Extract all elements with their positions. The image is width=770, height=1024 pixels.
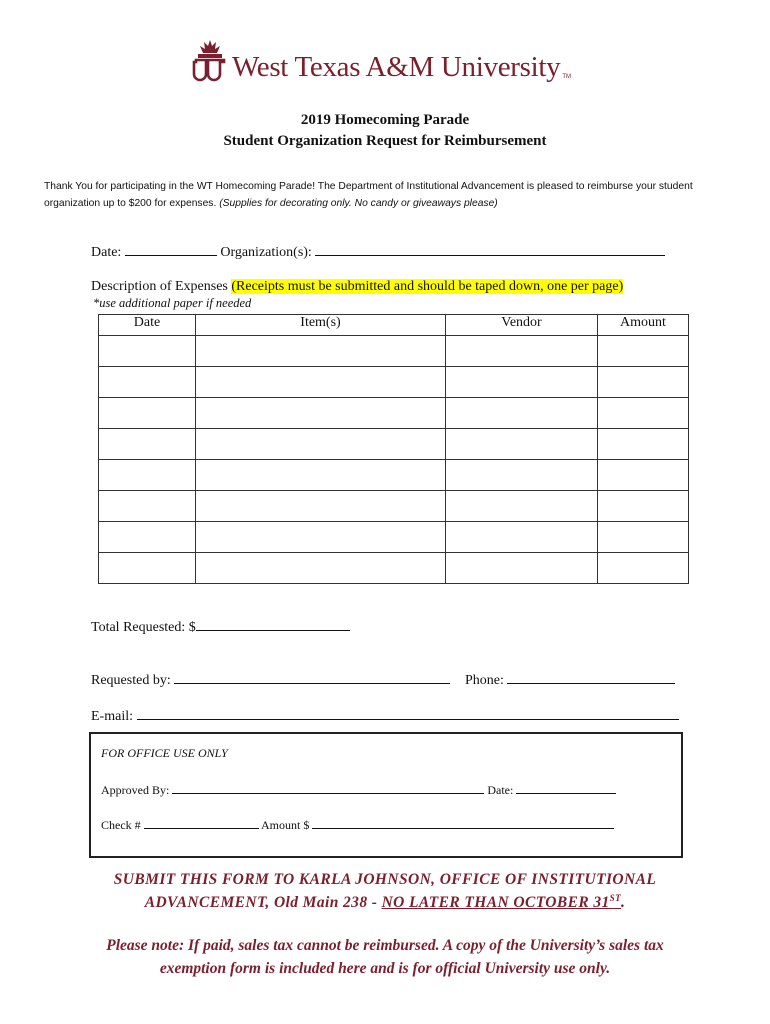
cell-items[interactable] (196, 460, 446, 491)
column-header-amount: Amount (598, 315, 689, 336)
cell-vendor[interactable] (446, 491, 598, 522)
phone-label: Phone: (465, 673, 504, 688)
deadline-text: NO LATER THAN OCTOBER 31 (381, 894, 610, 912)
cell-date[interactable] (99, 367, 196, 398)
phone-row (465, 670, 675, 689)
table-row (99, 429, 689, 460)
cell-amount[interactable] (598, 429, 689, 460)
cell-vendor[interactable] (446, 429, 598, 460)
submit-deadline (382, 894, 621, 911)
cell-amount[interactable] (598, 398, 689, 429)
submit-instruction-line2 (0, 893, 770, 912)
email-field[interactable] (137, 706, 679, 720)
approved-row (101, 782, 616, 798)
table-row (99, 336, 689, 367)
column-header-items: Item(s) (196, 315, 446, 336)
cell-items[interactable] (196, 491, 446, 522)
table-row (99, 367, 689, 398)
email-label: E-mail: (91, 709, 133, 724)
cell-amount[interactable] (598, 522, 689, 553)
table-row (99, 398, 689, 429)
requested-by-row (91, 670, 450, 689)
date-label: Date: (91, 245, 122, 260)
university-logo (192, 36, 571, 82)
submit-location: ADVANCEMENT, Old Main 238 - (144, 894, 378, 912)
date-field[interactable] (125, 242, 217, 256)
cell-amount[interactable] (598, 336, 689, 367)
cell-date[interactable] (99, 336, 196, 367)
table-row (99, 553, 689, 584)
office-amount-field[interactable] (312, 817, 614, 829)
requested-by-field[interactable] (174, 670, 450, 684)
table-header-row (99, 315, 689, 336)
description-label: Description of Expenses (91, 279, 228, 294)
total-requested-row (91, 617, 350, 636)
email-row (91, 706, 679, 725)
deadline-suffix: ST (609, 893, 621, 903)
requested-by-label: Requested by: (91, 673, 171, 688)
table-row (99, 522, 689, 553)
additional-paper-note: *use additional paper if needed (93, 296, 252, 310)
form-title: 2019 Homecoming Parade (300, 112, 470, 128)
cell-amount[interactable] (598, 460, 689, 491)
cell-items[interactable] (196, 367, 446, 398)
cell-vendor[interactable] (446, 336, 598, 367)
date-organization-row (91, 242, 665, 261)
intro-text: Thank You for participating in the WT Homecoming Parade! The Department of Institutional Advancement is pleased to reimburse your student organization up to $200 for expenses. (44, 181, 693, 209)
cell-vendor[interactable] (446, 460, 598, 491)
cell-date[interactable] (99, 398, 196, 429)
cell-amount[interactable] (598, 367, 689, 398)
submit-period: . (620, 894, 626, 912)
amount-label: Amount $ (261, 818, 310, 832)
office-date-label: Date: (487, 783, 514, 797)
cell-amount[interactable] (598, 491, 689, 522)
check-row (101, 817, 614, 833)
column-header-vendor: Vendor (446, 315, 598, 336)
column-header-date: Date (99, 315, 196, 336)
total-label: Total Requested: (91, 620, 186, 635)
trademark-mark: TM (562, 74, 571, 80)
table-row (99, 491, 689, 522)
university-seal-icon (192, 38, 228, 82)
cell-vendor[interactable] (446, 367, 598, 398)
cell-date[interactable] (99, 429, 196, 460)
cell-vendor[interactable] (446, 553, 598, 584)
approved-by-field[interactable] (172, 782, 484, 794)
total-currency: $ (188, 620, 196, 635)
form-subtitle: Student Organization Request for Reimbursement (223, 133, 547, 149)
submit-instruction-line1: SUBMIT THIS FORM TO KARLA JOHNSON, OFFICE OF INSTITUTIONAL (113, 871, 657, 888)
office-use-box (89, 732, 683, 858)
receipts-note: (Receipts must be submitted and should be taped down, one per page) (231, 279, 624, 294)
phone-field[interactable] (507, 670, 675, 684)
cell-items[interactable] (196, 336, 446, 367)
cell-items[interactable] (196, 398, 446, 429)
expense-table (98, 314, 689, 584)
cell-items[interactable] (196, 429, 446, 460)
intro-note: (Supplies for decorating only. No candy or giveaways please) (219, 198, 498, 209)
cell-items[interactable] (196, 553, 446, 584)
sales-tax-note-line2: exemption form is included here and is for official University use only. (159, 960, 611, 977)
office-use-heading: FOR OFFICE USE ONLY (101, 746, 228, 760)
office-date-field[interactable] (516, 782, 616, 794)
cell-date[interactable] (99, 460, 196, 491)
university-name: West Texas A&M University (232, 51, 561, 83)
sales-tax-note-line1: Please note: If paid, sales tax cannot be reimbursed. A copy of the University’s sales tax (106, 937, 664, 954)
check-label: Check # (101, 818, 141, 832)
cell-date[interactable] (99, 553, 196, 584)
check-number-field[interactable] (144, 817, 259, 829)
total-field[interactable] (196, 617, 350, 631)
organization-field[interactable] (315, 242, 665, 256)
cell-vendor[interactable] (446, 398, 598, 429)
intro-paragraph (44, 178, 724, 212)
organization-label: Organization(s): (220, 245, 312, 260)
description-row (91, 279, 623, 295)
cell-items[interactable] (196, 522, 446, 553)
cell-vendor[interactable] (446, 522, 598, 553)
approved-by-label: Approved By: (101, 783, 170, 797)
cell-date[interactable] (99, 491, 196, 522)
table-row (99, 460, 689, 491)
cell-amount[interactable] (598, 553, 689, 584)
cell-date[interactable] (99, 522, 196, 553)
